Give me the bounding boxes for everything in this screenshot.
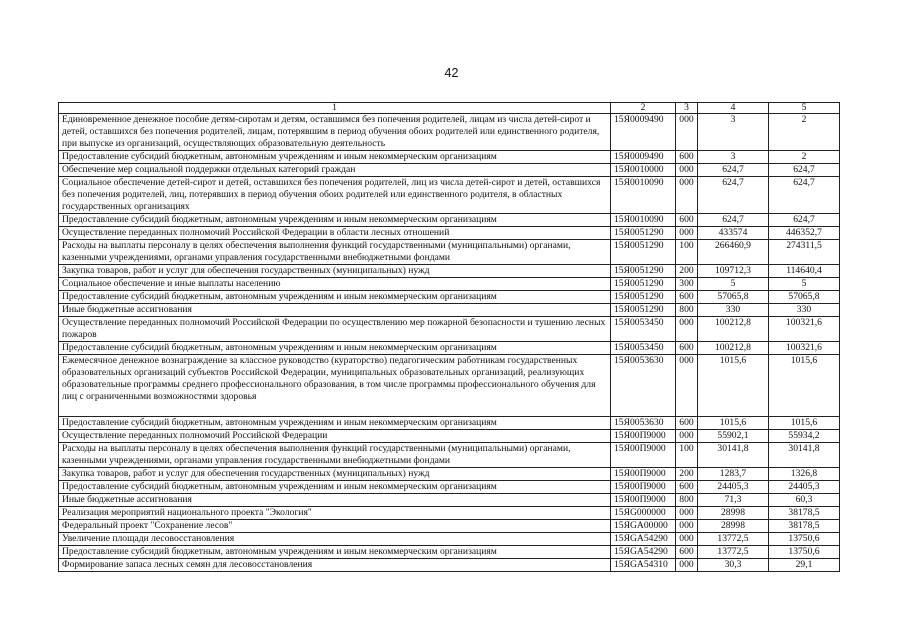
row-name-cell: Предоставление субсидий бюджетным, автономным учреждениям и иным некоммерческим организациям bbox=[59, 291, 611, 304]
table-row bbox=[59, 494, 840, 507]
row-name-cell: Осуществление переданных полномочий Российской Федерации в области лесных отношений bbox=[59, 227, 611, 240]
row-code-cell: 15Я0053630 bbox=[611, 417, 676, 430]
row-value-4-cell: 1015,6 bbox=[698, 417, 769, 430]
row-value-5-cell: 1015,6 bbox=[769, 355, 840, 417]
row-name-cell: Расходы на выплаты персоналу в целях обеспечения выполнения функций государственными (муниципальными) органами, казенными учреждениями, органами управления государственными внебюджетными фондами bbox=[59, 240, 611, 265]
row-name-cell: Реализация мероприятий национального проекта "Экология" bbox=[59, 507, 611, 520]
row-value-4-cell: 24405,3 bbox=[698, 481, 769, 494]
table-row bbox=[59, 342, 840, 355]
row-code-cell: 15ЯG000000 bbox=[611, 507, 676, 520]
table-row bbox=[59, 227, 840, 240]
row-code-cell: 15Я0009490 bbox=[611, 114, 676, 151]
row-code-cell: 15ЯGA54310 bbox=[611, 559, 676, 572]
row-kind-cell: 200 bbox=[676, 265, 698, 278]
table-row bbox=[59, 304, 840, 317]
table-row bbox=[59, 507, 840, 520]
row-code-cell: 15Я0051290 bbox=[611, 265, 676, 278]
row-name-cell: Предоставление субсидий бюджетным, автономным учреждениям и иным некоммерческим организациям bbox=[59, 417, 611, 430]
row-value-4-cell: 1015,6 bbox=[698, 355, 769, 417]
row-value-4-cell: 13772,5 bbox=[698, 533, 769, 546]
row-kind-cell: 600 bbox=[676, 417, 698, 430]
table-row bbox=[59, 114, 840, 151]
row-value-4-cell: 1283,7 bbox=[698, 468, 769, 481]
row-value-5-cell: 1015,6 bbox=[769, 417, 840, 430]
header-cell: 4 bbox=[698, 103, 769, 114]
row-kind-cell: 000 bbox=[676, 507, 698, 520]
row-code-cell: 15Я0010090 bbox=[611, 177, 676, 214]
table-row bbox=[59, 164, 840, 177]
table-row bbox=[59, 265, 840, 278]
row-kind-cell: 000 bbox=[676, 164, 698, 177]
row-value-4-cell: 55902,1 bbox=[698, 430, 769, 443]
table-row bbox=[59, 177, 840, 214]
row-name-cell: Формирование запаса лесных семян для лесовосстановления bbox=[59, 559, 611, 572]
row-kind-cell: 600 bbox=[676, 291, 698, 304]
row-kind-cell: 600 bbox=[676, 546, 698, 559]
row-code-cell: 15Я00П9000 bbox=[611, 468, 676, 481]
row-kind-cell: 000 bbox=[676, 533, 698, 546]
page-number: 42 bbox=[444, 66, 459, 80]
row-code-cell: 15ЯGA54290 bbox=[611, 546, 676, 559]
row-value-5-cell: 5 bbox=[769, 278, 840, 291]
row-name-cell: Обеспечение мер социальной поддержки отдельных категорий граждан bbox=[59, 164, 611, 177]
row-name-cell: Расходы на выплаты персоналу в целях обеспечения выполнения функций государственными (муниципальными) органами, казенными учреждениями, органами управления государственными внебюджетными фондами bbox=[59, 443, 611, 468]
row-name-cell: Предоставление субсидий бюджетным, автономным учреждениям и иным некоммерческим организациям bbox=[59, 214, 611, 227]
row-code-cell: 15Я00П9000 bbox=[611, 481, 676, 494]
row-name-cell: Предоставление субсидий бюджетным, автономным учреждениям и иным некоммерческим организациям bbox=[59, 342, 611, 355]
row-value-5-cell: 2 bbox=[769, 151, 840, 164]
header-cell: 5 bbox=[769, 103, 840, 114]
table-row bbox=[59, 355, 840, 417]
row-kind-cell: 600 bbox=[676, 481, 698, 494]
table-row bbox=[59, 430, 840, 443]
row-code-cell: 15Я00П9000 bbox=[611, 443, 676, 468]
row-name-cell: Иные бюджетные ассигнования bbox=[59, 494, 611, 507]
table-row bbox=[59, 443, 840, 468]
table-row bbox=[59, 151, 840, 164]
table-row bbox=[59, 291, 840, 304]
row-name-cell: Иные бюджетные ассигнования bbox=[59, 304, 611, 317]
row-kind-cell: 000 bbox=[676, 114, 698, 151]
header-cell: 1 bbox=[59, 103, 611, 114]
row-value-4-cell: 3 bbox=[698, 151, 769, 164]
table-row bbox=[59, 520, 840, 533]
header-cell: 2 bbox=[611, 103, 676, 114]
row-kind-cell: 600 bbox=[676, 342, 698, 355]
table-row bbox=[59, 533, 840, 546]
row-value-5-cell: 1326,8 bbox=[769, 468, 840, 481]
row-value-4-cell: 28998 bbox=[698, 507, 769, 520]
row-value-4-cell: 13772,5 bbox=[698, 546, 769, 559]
row-kind-cell: 000 bbox=[676, 227, 698, 240]
row-kind-cell: 000 bbox=[676, 559, 698, 572]
row-kind-cell: 100 bbox=[676, 240, 698, 265]
row-kind-cell: 000 bbox=[676, 317, 698, 342]
row-value-5-cell: 30141,8 bbox=[769, 443, 840, 468]
row-code-cell: 15Я0010090 bbox=[611, 214, 676, 227]
row-value-4-cell: 30,3 bbox=[698, 559, 769, 572]
row-value-5-cell: 13750,6 bbox=[769, 533, 840, 546]
row-value-4-cell: 28998 bbox=[698, 520, 769, 533]
row-kind-cell: 600 bbox=[676, 214, 698, 227]
row-value-5-cell: 446352,7 bbox=[769, 227, 840, 240]
row-name-cell: Единовременное денежное пособие детям-сиротам и детям, оставшимся без попечения родителей, лицам из числа детей-сирот и детей, оставшихся без попечения родителей, лицам, потерявшим в период обучения обоих родителей или единственного родителя, при выпуске из организаций, осуществляющих образовательную деятельность bbox=[59, 114, 611, 151]
row-kind-cell: 300 bbox=[676, 278, 698, 291]
budget-table bbox=[58, 102, 840, 572]
row-code-cell: 15Я0009490 bbox=[611, 151, 676, 164]
row-value-5-cell: 330 bbox=[769, 304, 840, 317]
row-value-5-cell: 624,7 bbox=[769, 214, 840, 227]
table-row bbox=[59, 546, 840, 559]
row-value-5-cell: 57065,8 bbox=[769, 291, 840, 304]
row-name-cell: Осуществление переданных полномочий Российской Федерации bbox=[59, 430, 611, 443]
row-value-5-cell: 624,7 bbox=[769, 164, 840, 177]
row-name-cell: Предоставление субсидий бюджетным, автономным учреждениям и иным некоммерческим организациям bbox=[59, 546, 611, 559]
row-code-cell: 15Я0051290 bbox=[611, 240, 676, 265]
row-value-4-cell: 624,7 bbox=[698, 164, 769, 177]
row-code-cell: 15Я0053630 bbox=[611, 355, 676, 417]
row-value-5-cell: 24405,3 bbox=[769, 481, 840, 494]
row-value-5-cell: 624,7 bbox=[769, 177, 840, 214]
row-kind-cell: 000 bbox=[676, 520, 698, 533]
row-code-cell: 15Я0051290 bbox=[611, 304, 676, 317]
table-row bbox=[59, 317, 840, 342]
row-value-5-cell: 274311,5 bbox=[769, 240, 840, 265]
row-value-4-cell: 5 bbox=[698, 278, 769, 291]
row-name-cell: Осуществление переданных полномочий Российской Федерации по осуществлению мер пожарной безопасности и тушению лесных пожаров bbox=[59, 317, 611, 342]
table-row bbox=[59, 278, 840, 291]
row-name-cell: Предоставление субсидий бюджетным, автономным учреждениям и иным некоммерческим организациям bbox=[59, 151, 611, 164]
row-value-4-cell: 266460,9 bbox=[698, 240, 769, 265]
row-kind-cell: 000 bbox=[676, 177, 698, 214]
row-kind-cell: 800 bbox=[676, 304, 698, 317]
row-code-cell: 15Я0010000 bbox=[611, 164, 676, 177]
row-kind-cell: 000 bbox=[676, 355, 698, 417]
table-row bbox=[59, 240, 840, 265]
row-value-5-cell: 2 bbox=[769, 114, 840, 151]
header-cell: 3 bbox=[676, 103, 698, 114]
row-name-cell: Социальное обеспечение и иные выплаты населению bbox=[59, 278, 611, 291]
row-value-5-cell: 114640,4 bbox=[769, 265, 840, 278]
table-row bbox=[59, 214, 840, 227]
row-value-4-cell: 30141,8 bbox=[698, 443, 769, 468]
row-kind-cell: 000 bbox=[676, 430, 698, 443]
row-name-cell: Федеральный проект "Сохранение лесов" bbox=[59, 520, 611, 533]
row-kind-cell: 600 bbox=[676, 151, 698, 164]
row-code-cell: 15Я0051290 bbox=[611, 278, 676, 291]
row-value-4-cell: 3 bbox=[698, 114, 769, 151]
row-code-cell: 15Я0051290 bbox=[611, 291, 676, 304]
row-name-cell: Предоставление субсидий бюджетным, автономным учреждениям и иным некоммерческим организациям bbox=[59, 481, 611, 494]
table-row bbox=[59, 559, 840, 572]
row-code-cell: 15Я0053450 bbox=[611, 342, 676, 355]
row-code-cell: 15Я0053450 bbox=[611, 317, 676, 342]
row-value-5-cell: 100321,6 bbox=[769, 317, 840, 342]
row-name-cell: Увеличение площади лесовосстановления bbox=[59, 533, 611, 546]
table-row bbox=[59, 481, 840, 494]
row-value-4-cell: 57065,8 bbox=[698, 291, 769, 304]
row-code-cell: 15ЯGA54290 bbox=[611, 533, 676, 546]
row-value-4-cell: 624,7 bbox=[698, 177, 769, 214]
row-name-cell: Социальное обеспечение детей-сирот и детей, оставшихся без попечения родителей, лиц из числа детей-сирот и детей, оставшихся без попечения родителей, лиц, потерявших в период обучения обоих родителей или единственного родителя, в областных государственных организациях bbox=[59, 177, 611, 214]
row-value-5-cell: 55934,2 bbox=[769, 430, 840, 443]
row-value-5-cell: 38178,5 bbox=[769, 520, 840, 533]
row-value-5-cell: 29,1 bbox=[769, 559, 840, 572]
row-code-cell: 15Я00П9000 bbox=[611, 430, 676, 443]
row-value-4-cell: 330 bbox=[698, 304, 769, 317]
row-value-5-cell: 38178,5 bbox=[769, 507, 840, 520]
row-value-4-cell: 100212,8 bbox=[698, 317, 769, 342]
row-value-4-cell: 71,3 bbox=[698, 494, 769, 507]
row-value-4-cell: 624,7 bbox=[698, 214, 769, 227]
row-kind-cell: 800 bbox=[676, 494, 698, 507]
row-name-cell: Ежемесячное денежное вознаграждение за классное руководство (кураторство) педагогическим работникам государственных образовательных организаций субъектов Российской Федерации, муниципальных образовательных организаций, реализующих образовательные программы среднего профессионального образования, в том числе программы профессионального обучения для лиц с ограниченными возможностями здоровья bbox=[59, 355, 611, 417]
table-row bbox=[59, 417, 840, 430]
row-name-cell: Закупка товаров, работ и услуг для обеспечения государственных (муниципальных) нужд bbox=[59, 468, 611, 481]
row-name-cell: Закупка товаров, работ и услуг для обеспечения государственных (муниципальных) нужд bbox=[59, 265, 611, 278]
table-header-row bbox=[59, 103, 840, 114]
row-kind-cell: 200 bbox=[676, 468, 698, 481]
row-code-cell: 15Я00П9000 bbox=[611, 494, 676, 507]
row-value-5-cell: 13750,6 bbox=[769, 546, 840, 559]
row-code-cell: 15ЯGA00000 bbox=[611, 520, 676, 533]
row-value-5-cell: 100321,6 bbox=[769, 342, 840, 355]
row-value-4-cell: 100212,8 bbox=[698, 342, 769, 355]
row-code-cell: 15Я0051290 bbox=[611, 227, 676, 240]
row-value-4-cell: 433574 bbox=[698, 227, 769, 240]
row-value-5-cell: 60,3 bbox=[769, 494, 840, 507]
row-value-4-cell: 109712,3 bbox=[698, 265, 769, 278]
table-row bbox=[59, 468, 840, 481]
row-kind-cell: 100 bbox=[676, 443, 698, 468]
